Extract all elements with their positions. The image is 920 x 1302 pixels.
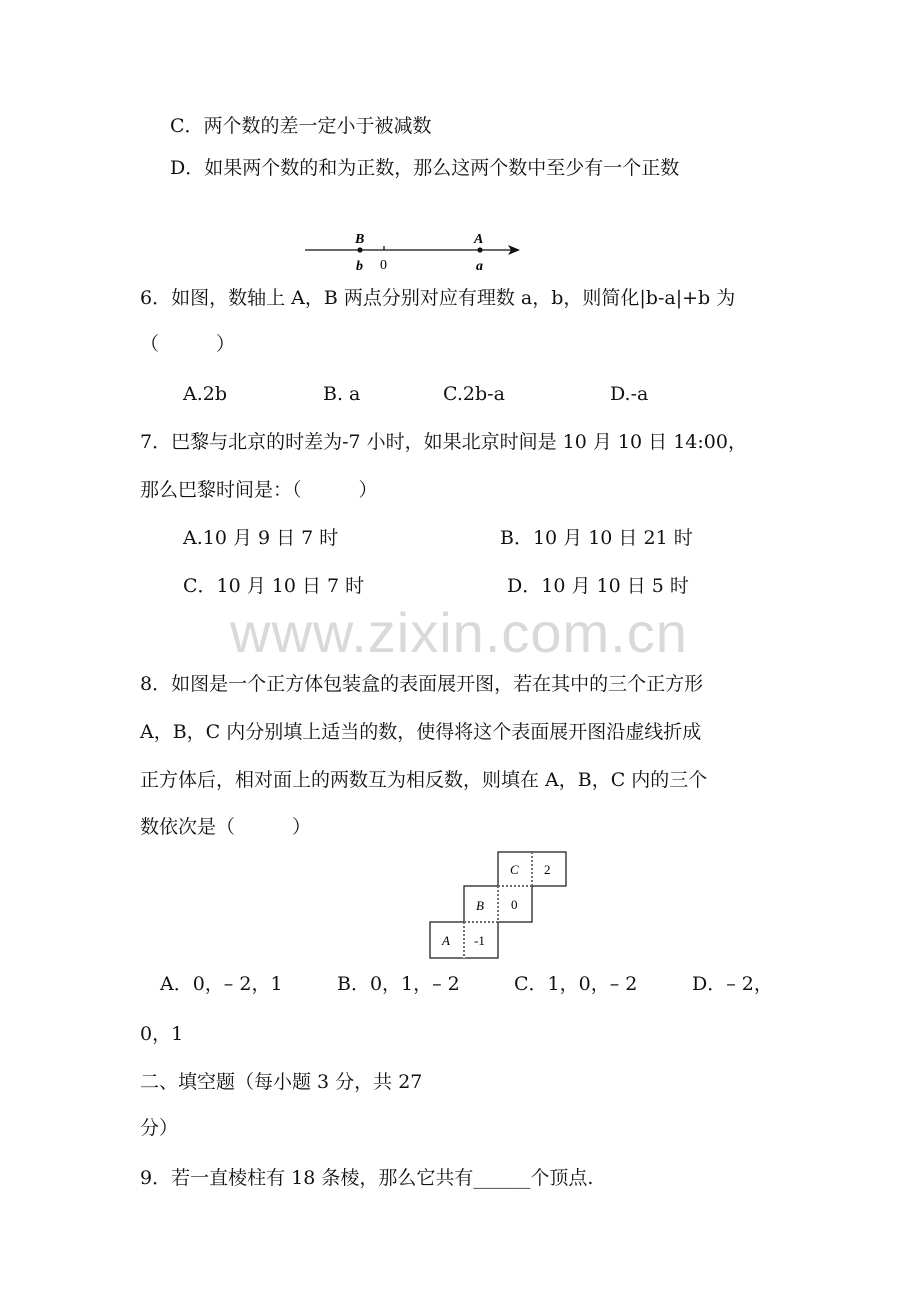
watermark: www.zixin.com.cn	[230, 601, 688, 664]
q8-option-d-continued: 0，1	[140, 1023, 184, 1045]
q7-line-2: 那么巴黎时间是：（ ）	[140, 479, 378, 501]
q7-option-a: A.10 月 9 日 7 时	[183, 527, 339, 549]
q9-text-after: 个顶点.	[530, 1167, 594, 1189]
q7-line-1: 7．巴黎与北京的时差为-7 小时，如果北京时间是 10 月 10 日 14:00，	[140, 431, 747, 453]
q6-stem: 6．如图，数轴上 A，B 两点分别对应有理数 a，b，则简化|b-a|+b 为	[140, 287, 736, 309]
section-2-heading-line-2: 分）	[140, 1117, 179, 1139]
cube-net-figure	[428, 850, 568, 962]
net-label-neg1: -1	[474, 933, 485, 948]
q7-option-c: C．10 月 10 日 7 时	[183, 575, 365, 597]
net-label-b: B	[476, 898, 484, 913]
section-2-heading-line-1: 二、填空题（每小题 3 分，共 27	[140, 1071, 423, 1093]
q8-option-c: C．1，0，– 2	[514, 973, 638, 995]
label-a: a	[476, 259, 483, 274]
q8-option-a: A．0，– 2，1	[160, 973, 283, 995]
q6-paren: （ ）	[140, 333, 236, 355]
point-a	[477, 247, 482, 252]
q9-stem	[140, 1166, 593, 1190]
net-label-2: 2	[544, 862, 551, 877]
label-b: b	[356, 259, 363, 274]
net-label-c: C	[510, 862, 519, 877]
number-line-figure	[300, 228, 530, 276]
q6-option-c: C.2b-a	[443, 383, 505, 405]
q5-option-d: D．如果两个数的和为正数，那么这两个数中至少有一个正数	[170, 157, 680, 179]
net-label-a: A	[442, 933, 450, 948]
q8-option-d: D．– 2，	[692, 973, 773, 995]
q6-option-b: B. a	[323, 383, 361, 405]
label-A: A	[474, 232, 484, 247]
q9-text-before: 9．若一直棱柱有 18 条棱，那么它共有	[140, 1167, 474, 1189]
q8-line-3: 正方体后，相对面上的两数互为相反数，则填在 A，B，C 内的三个	[140, 769, 708, 791]
net-label-0: 0	[511, 897, 518, 912]
label-zero: 0	[380, 258, 387, 273]
q8-line-1: 8．如图是一个正方体包装盒的表面展开图，若在其中的三个正方形	[140, 673, 704, 695]
q8-option-b: B．0，1，– 2	[337, 973, 460, 995]
q8-line-2: A，B，C 内分别填上适当的数，使得将这个表面展开图沿虚线折成	[140, 721, 702, 743]
label-B: B	[355, 232, 365, 247]
q6-option-d: D.-a	[610, 383, 649, 405]
point-b	[357, 247, 362, 252]
q6-option-a: A.2b	[183, 383, 228, 405]
q8-line-4: 数依次是（ ）	[140, 816, 312, 838]
q7-option-b: B．10 月 10 日 21 时	[500, 527, 693, 549]
q9-blank: ______	[473, 1167, 531, 1189]
q5-option-c: C．两个数的差一定小于被减数	[170, 115, 432, 137]
q7-option-d: D．10 月 10 日 5 时	[507, 575, 689, 597]
